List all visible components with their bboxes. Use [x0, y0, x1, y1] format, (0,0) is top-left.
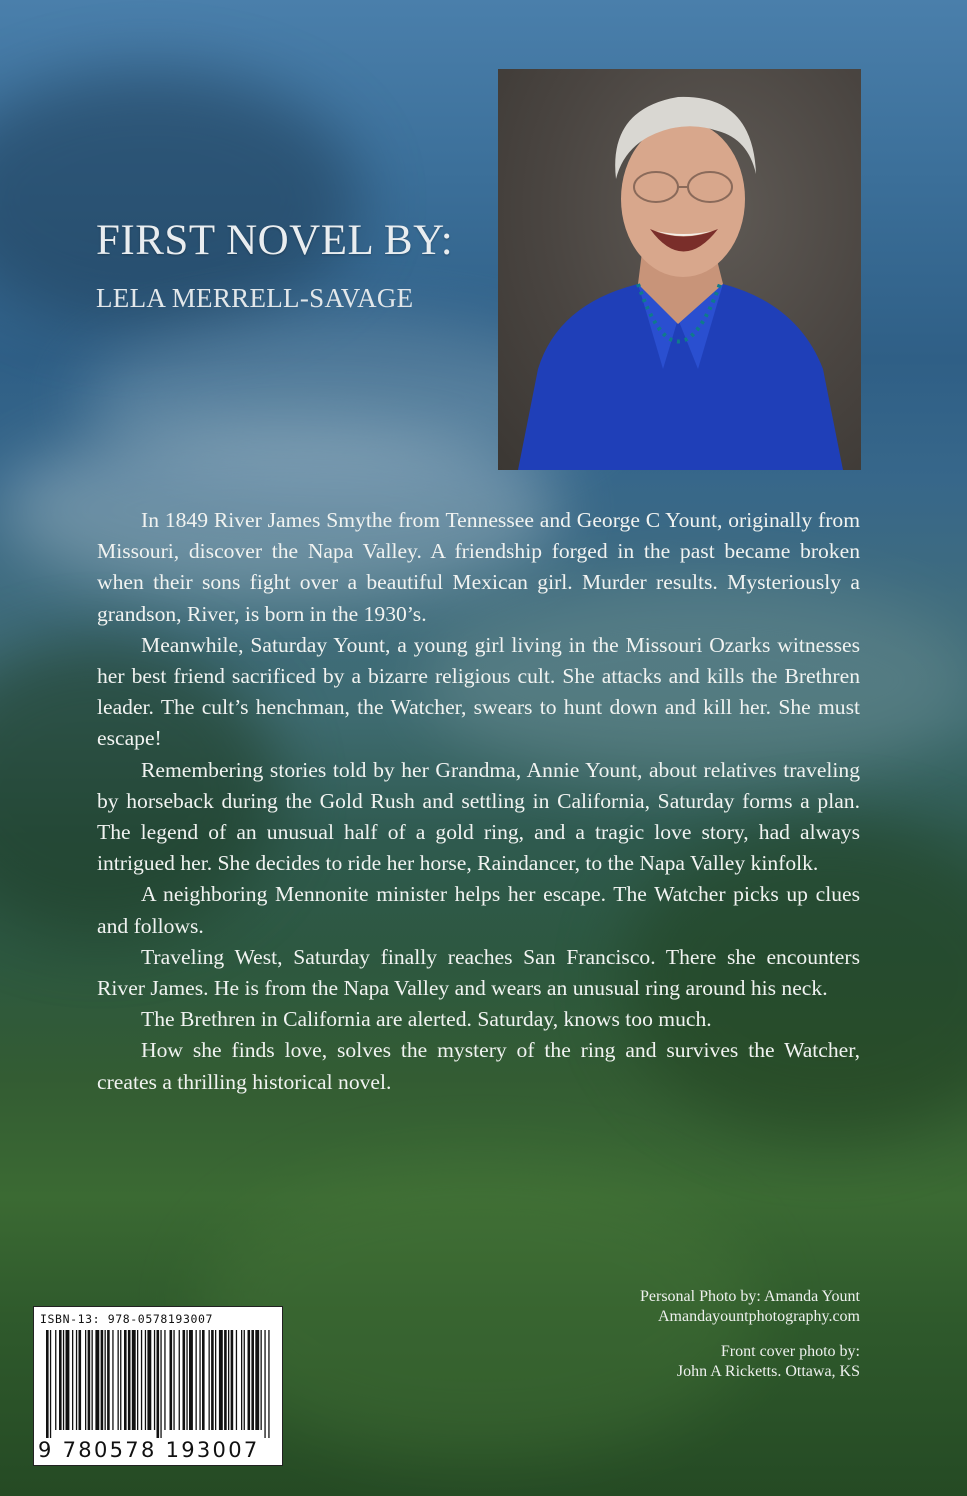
barcode-bar: [186, 1330, 187, 1430]
barcode-bar: [137, 1330, 138, 1430]
barcode-bar: [92, 1330, 93, 1430]
barcode-bar: [112, 1330, 113, 1430]
barcode-bar: [255, 1330, 259, 1430]
barcode-bar: [50, 1330, 51, 1438]
synopsis-paragraph: Remembering stories told by her Grandma, Annie Yount, about relatives traveling by horseback during the Gold Rush and settling in California, Saturday forms a plan. The legend of an unusual half of a gold ring, and a tragic love story, had always intrigued her. She decides to ride her horse, Raindancer, to the Napa Valley kinfolk.: [97, 757, 860, 876]
author-name: LELA MERRELL-SAVAGE: [96, 283, 414, 313]
barcode-bar: [124, 1330, 127, 1430]
barcode-bar: [183, 1330, 186, 1430]
barcode-bar: [164, 1330, 165, 1430]
barcode-bar: [251, 1330, 254, 1430]
barcode-bar: [105, 1330, 106, 1430]
barcode-bar: [79, 1330, 82, 1430]
barcode-bar: [101, 1330, 104, 1430]
barcode-bar: [244, 1330, 245, 1430]
author-photo: [498, 69, 861, 470]
barcode-bar: [268, 1330, 269, 1438]
barcode-bar: [196, 1330, 197, 1430]
barcode-bars-icon: [38, 1330, 278, 1438]
synopsis-paragraph: How she finds love, solves the mystery of the ring and survives the Watcher, creates a thrilling historical novel.: [97, 1038, 860, 1094]
author-portrait-icon: [498, 69, 861, 470]
personal-photo-credit: Personal Photo by: Amanda Yount: [639, 1288, 860, 1305]
barcode-bar: [202, 1330, 205, 1430]
barcode-bar: [147, 1330, 151, 1430]
front-cover-photographer: John A Ricketts. Ottawa, KS: [676, 1362, 860, 1380]
barcode-bar: [120, 1330, 121, 1430]
barcode-bar: [107, 1330, 110, 1430]
barcode-bar: [248, 1330, 251, 1430]
barcode-bar: [264, 1330, 265, 1438]
synopsis: [97, 505, 860, 1098]
barcode-bar: [118, 1330, 119, 1430]
synopsis-paragraph: In 1849 River James Smythe from Tennessee and George C Yount, originally from Missouri, discover the Napa Valley. A friendship forged in the past became broken when their sons fight over a beautiful Mexican girl. Murder results. Mysteriously a grandson, River, is born in the 1930’s.: [97, 508, 860, 626]
barcode-bar: [132, 1330, 136, 1430]
barcode-bar: [55, 1330, 56, 1430]
barcode-bar: [141, 1330, 142, 1430]
barcode-bar: [215, 1330, 216, 1430]
barcode-bar: [228, 1330, 229, 1430]
barcode-bar: [59, 1330, 62, 1430]
barcode-bar: [199, 1330, 200, 1430]
synopsis-paragraph: A neighboring Mennonite minister helps her escape. The Watcher picks up clues and follows.: [97, 882, 860, 938]
isbn-label: ISBN-13: 978-0578193007: [40, 1312, 214, 1326]
barcode-bar: [189, 1330, 193, 1430]
barcode-bar: [241, 1330, 242, 1430]
barcode-bar: [128, 1330, 131, 1430]
barcode-bar: [224, 1330, 227, 1430]
barcode-bar: [85, 1330, 86, 1430]
barcode-bar: [236, 1330, 237, 1430]
barcode-bar: [160, 1330, 161, 1438]
barcode-bar: [261, 1330, 262, 1430]
barcode-bar: [209, 1330, 210, 1430]
barcode-bar: [219, 1330, 223, 1430]
barcode-bar: [211, 1330, 214, 1430]
barcode-bar: [66, 1330, 70, 1430]
barcode-bar: [88, 1330, 91, 1430]
barcode-bar: [170, 1330, 173, 1430]
barcode-bar: [46, 1330, 49, 1438]
isbn-barcode: [33, 1306, 283, 1466]
barcode-bar: [145, 1330, 146, 1430]
barcode-bar: [231, 1330, 234, 1430]
barcode-bar: [173, 1330, 174, 1430]
ean-digits: 9 780578 193007: [38, 1438, 260, 1462]
barcode-bar: [179, 1330, 180, 1430]
barcode-bar: [72, 1330, 73, 1430]
barcode-bar: [154, 1330, 155, 1430]
photographer-website: Amandayountphotography.com: [657, 1307, 860, 1325]
photo-credits: [640, 1287, 860, 1397]
front-cover-credit: Front cover photo by:: [720, 1343, 860, 1360]
synopsis-paragraph: The Brethren in California are alerted. Saturday, knows too much.: [141, 1007, 712, 1032]
barcode-bar: [157, 1330, 160, 1438]
synopsis-paragraph: Meanwhile, Saturday Yount, a young girl living in the Missouri Ozarks witnesses her best friend sacrificed by a bizarre religious cult. She attacks and kills the Brethren leader. The cult’s henchman, the Watcher, swears to hunt down and kill her. She must escape!: [97, 632, 860, 751]
barcode-bar: [95, 1330, 99, 1430]
barcode-bar: [63, 1330, 64, 1430]
heading: FIRST NOVEL BY:: [96, 217, 454, 264]
synopsis-paragraph: Traveling West, Saturday finally reaches San Francisco. There she encounters River James. He is from the Napa Valley and wears an unusual ring around his neck.: [97, 944, 860, 1001]
barcode-bar: [76, 1330, 77, 1430]
